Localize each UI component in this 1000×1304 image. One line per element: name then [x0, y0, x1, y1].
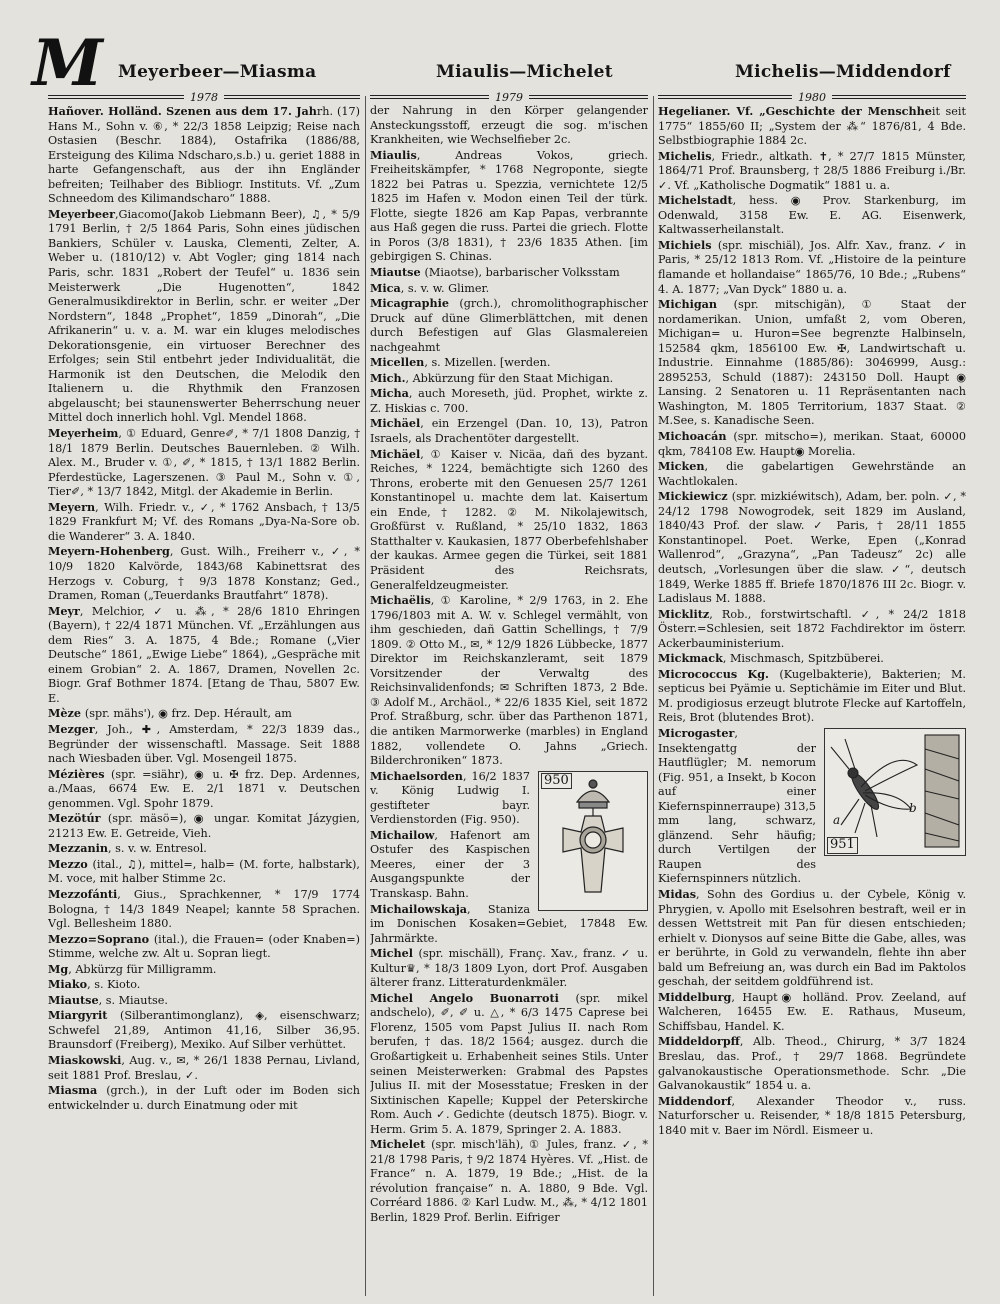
entry-headword: Micha — [370, 386, 409, 401]
entry-headword: Mezzofánti — [48, 886, 118, 901]
dictionary-entry: Micellen, s. Mizellen. [werden. — [370, 355, 551, 370]
entry-headword: Michel — [370, 946, 419, 961]
dictionary-entry: Miaulis, Andreas Vokos, griech. Freiheitskämpfer, * 1768 Negroponte, siegte 1822 bei Patras u. Spezzia, vernichtete 12/5 1825 im Hafen v. Modon einen Teil der türk. Flotte, siegte 1826 am Kap Papas, verbrannte aus Haß gegen die russ. Partei die griech. Flotte in Poros (3/8 1831), † 23/6 1835 Athen. [im gebirgigen S. Chinas. — [370, 147, 648, 264]
dictionary-entry: Michäel, ein Erzengel (Dan. 10, 13), Patron Israels, als Drachentöter dargestellt. — [370, 416, 648, 446]
entry-headword: Mezötúr — [48, 811, 108, 826]
rule — [658, 95, 792, 99]
dictionary-entry: Miautse, s. Miautse. — [48, 992, 168, 1007]
entry-headword: Miautse — [370, 265, 425, 280]
dictionary-entry: Meyerbeer,Giacomo(Jakob Liebmann Beer), ♫, * 5/9 1791 Berlin, † 2/5 1864 Paris, Sohn eines jüdischen Bankiers, Schüler v. Lauska, Clementi, Zelter, A. Weber u. (1810/12) v. Abt Vogler; ging 1814 nach Paris, schr. 1831 „Robert der Teufel“ u. 1836 sein Meisterwerk „Die Hugenotten“, 1842 Generalmusikdirektor in Berlin, schr. er weiter „Der Nordstern“, 1848 „Prophet“, 1859 „Dinorah“, „Die Afrikanerin“ u. v. a. M. war ein kluges melodisches Dekorationsgenie, ein virtuoser Berechner des Erfolges; sein Stil entbehrt jeder Individualität, die Harmonik ist den Deutschen, die Melodik den Italienern u. die Rhythmik den Franzosen abgelauscht; bei staunenswerter Beherrschung neuer Mittel doch innerlich hohl. Vgl. Mendel 1868. — [48, 206, 360, 425]
dictionary-entry: Michaelsorden, 16/2 1837 v. König Ludwig I. gestifteter bayr. Verdienstorden (Fig. 950). — [370, 768, 530, 827]
dictionary-entry: Mg, Abkürzg für Milligramm. — [48, 961, 217, 976]
entry-headword: Micellen — [370, 355, 425, 370]
dictionary-entry: Michäel, ① Kaiser v. Nicäa, dañ des byzant. Reiches, * 1224, bemächtigte sich 1260 des Throns, eroberte mit den Genuesen 25/7 1261 Konstantinopel u. machte dem lat. Kaisertum ein Ende, † 1282. ② M. Nikolajewitsch, Großfürst v. Rußland, * 25/10 1832, 1863 Statthalter v. Kaukasien, 1877 Oberbefehlshaber der kaukas. Armee gegen die Türkei, seit 1881 Präsident des Reichsrats, Generalfeldzeugmeister. — [370, 446, 648, 592]
figure-number: 951 — [827, 837, 858, 854]
dictionary-entry: Mica, s. v. w. Glimer. — [370, 280, 490, 295]
dictionary-entry: Mézières (spr. =siähr), ◉ u. ✠ frz. Dep. Ardennes, a./Maas, 6674 Ew. E. 2/1 1871 v. Deutschen genommen. Vgl. Spohr 1879. — [48, 766, 360, 810]
page-number: 1980 — [798, 90, 826, 104]
entry-headword: Michäel — [370, 446, 421, 461]
entry-headword: Hañover. Holländ. Szenen aus dem 17. Jah — [48, 104, 317, 118]
running-head-center: Miaulis—Michelet — [436, 62, 613, 82]
rule — [529, 95, 648, 99]
column-left — [48, 104, 360, 1294]
dictionary-entry: Middendorf, Alexander Theodor v., russ. Naturforscher u. Reisender, * 18/8 1815 Petersburg, 1840 mit v. Baer im Nördl. Eismeer u. — [658, 1093, 966, 1137]
dictionary-entry: Michel (spr. mischäll), Franç. Xav., franz. ✓ u. Kultur♛, * 18/3 1809 Lyon, dort Prof. Ausgaben älterer franz. Litteraturdenkmäler. — [370, 946, 648, 990]
running-head-left: Meyerbeer—Miasma — [118, 62, 317, 82]
dictionary-entry: Michelet (spr. misch'läh), ① Jules, franz. ✓, * 21/8 1798 Paris, † 9/2 1874 Hyères. Vf. „Hist. de France“ n. A. 1879, 19 Bde.; „Hist. de la révolution française“ n. A. 1880, 9 Bde. Vgl. Corréard 1886. ② Karl Ludw. M., ⁂, * 4/12 1801 Berlin, 1829 Prof. Berlin. Eifriger — [370, 1137, 648, 1225]
dictionary-entry: Michelstadt, hess. ◉ Prov. Starkenburg, im Odenwald, 3158 Ew. E. AG. Eisenwerk, Kaltwasserheilanstalt. — [658, 193, 966, 237]
running-head-right: Michelis—Middendorf — [735, 62, 951, 82]
entry-headword: Middeldorpff — [658, 1034, 740, 1049]
entry-headword: Microgaster — [658, 725, 735, 740]
entry-headword: Mica — [370, 280, 401, 295]
dictionary-entry: Meyr, Melchior, ✓ u. ⁂, * 28/6 1810 Ehringen (Bayern), † 22/4 1871 München. Vf. „Erzählungen aus dem Ries“ 3. A. 1875, 4 Bde.; Romane („Vier Deutsche“ 1861, „Ewige Liebe“ 1864), „Gespräche mit einem Grobian“ 2. A. 1867, Dramen, Novellen 2c. Biogr. Graf Bothmer 1874. [Etang de Thau, 5807 Ew. E. — [48, 603, 360, 705]
dictionary-entry: Micrococcus Kg. (Kugelbakterie), Bakterien; M. septicus bei Pyämie u. Septichämie im Eiter und Blut. M. prodigiosus erzeugt blutrote Flecke auf Kartoffeln, Reis, Brot (blutendes Brot). — [658, 666, 966, 725]
dictionary-entry: Michel Angelo Buonarroti (spr. mikel andschelo), ✐, ✐ u. △, * 6/3 1475 Caprese bei Florenz, 1505 vom Papst Julius II. nach Rom berufen, † das. 18/2 1564; ausgez. durch die Großartigkeit u. Erhabenheit seines Stils. Unter seinen Meisterwerken: Grabmal des Papstes Julius II. mit der Mosesstatue; Fresken in der Sixtinischen Kapelle; Kuppel der Peterskirche Rom. Auch ✓. Gedichte (deutsch 1875). Biogr. v. Herm. Grim 5. A. 1879, Springer 2. A. 1883. — [370, 990, 648, 1136]
rule — [224, 95, 360, 99]
entry-headword: Michaëlis — [370, 593, 431, 608]
entry-headword: Mezzanin — [48, 841, 108, 856]
entry-headword: Mezzo=Soprano — [48, 931, 154, 946]
entry-headword: Michailow — [370, 827, 435, 842]
dictionary-entry: Mickmack, Mischmasch, Spitzbüberei. — [658, 651, 884, 666]
dictionary-entry: Mèze (spr. mähs'), ◉ frz. Dep. Hérault, am — [48, 706, 292, 721]
page-number: 1979 — [495, 90, 523, 104]
dictionary-entry: Micken, die gabelartigen Gewehrstände an Wachtlokalen. — [658, 459, 966, 488]
dictionary-entry: Michigan (spr. mitschigän), ① Staat der nordamerikan. Union, umfaßt 2, vom Oberen, Michigan= u. Huron=See begrenzte Halbinseln, 152584 qkm, 1856100 Ew. ✠, Landwirtschaft u. Industrie. Einnahme (1885/86): 3046999, Ausg.: 2895253, Schuld (1887): 243150 Doll. Haupt◉ Lansing. 2 Senatoren u. 11 Repräsentanten nach Washington, M. 1805 Territorium, 1837 Staat. ② M.See, s. Kanadische Seen. — [658, 297, 966, 428]
entry-headword: Miargyrit — [48, 1008, 120, 1023]
entry-headword: Michelis — [658, 148, 712, 163]
entry-headword: Micklitz — [658, 606, 710, 621]
entry-headword: Mézières — [48, 766, 112, 781]
dictionary-entry: Micha, auch Moreseth, jüd. Prophet, wirkte z. Z. Hiskias c. 700. — [370, 386, 648, 415]
entry-headword: Miaskowski — [48, 1053, 122, 1067]
entry-headword: Micrococcus Kg. — [658, 666, 780, 681]
dictionary-entry: Meyern, Wilh. Friedr. v., ✓, * 1762 Ansbach, † 13/5 1829 Frankfurt M; Vf. des Romans „Dya-Na-Sore ob. die Wanderer“ 3. A. 1840. — [48, 499, 360, 543]
entry-headword: Michaelsorden — [370, 768, 463, 783]
dictionary-entry: Micklitz, Rob., forstwirtschaftl. ✓, * 24/2 1818 Österr.=Schlesien, seit 1872 Fachdirektor im österr. Ackerbauministerium. — [658, 606, 966, 650]
figure-label-a: a — [833, 812, 841, 827]
entry-headword: Middelburg — [658, 989, 732, 1004]
wasp-cocoon-illustration — [825, 729, 965, 855]
entry-headword: Mich. — [370, 370, 406, 385]
dictionary-entry: Mich., Abkürzung für den Staat Michigan. — [370, 370, 614, 385]
figure-michaelsorden — [538, 771, 648, 911]
column-divider — [365, 96, 366, 1296]
entry-headword: Meyern-Hohenberg — [48, 544, 170, 559]
dictionary-entry: Middeldorpff, Alb. Theod., Chirurg, * 3/7 1824 Breslau, das. Prof., † 29/7 1868. Begründete galvanokaustische Operationsmethode. Schr. „Die Galvanokaustik“ 1854 u. a. — [658, 1034, 966, 1093]
entry-headword: Mg — [48, 961, 69, 976]
dictionary-entry: Michailow, Hafenort am Ostufer des Kaspischen Meeres, einer der 3 Ausgangspunkte der Transkasp. Bahn. — [370, 827, 530, 900]
column-right — [658, 104, 966, 1294]
dictionary-entry: Middelburg, Haupt◉ holländ. Prov. Zeeland, auf Walcheren, 16455 Ew. E. Rathaus, Museum, Schiffsbau, Handel. K. — [658, 989, 966, 1033]
rule — [832, 95, 966, 99]
entry-headword: Meyr — [48, 603, 80, 618]
figure-number: 950 — [541, 773, 572, 790]
page-number-rule-center — [370, 90, 648, 104]
dictionary-entry: Mezzanin, s. v. w. Entresol. — [48, 841, 207, 856]
entry-headword: Michäel — [370, 416, 421, 431]
column-divider — [653, 96, 654, 1296]
dictionary-entry: Hañover. Holländ. Szenen aus dem 17. Jahrh. (17) Hans M., Sohn v. ⑥, * 22/3 1858 Leipzig; Reise nach Ostasien (Beschr. 1884), Ostafrika (1886/88, Ersteigung des Kilima Ndscharo,s.b.) u. geriet 1888 in harte Gefangenschaft, aus der ihn Engländer befreiten; Teilhaber des Bibliogr. Instituts. Vf. „Zum Schneedom des Kilimandscharo“ 1888. — [48, 104, 360, 206]
dictionary-entry: Mickiewicz (spr. mizkiéwitsch), Adam, ber. poln. ✓, * 24/12 1798 Nowogrodek, seit 1829 im Ausland, 1840/43 Prof. der slaw. ✓ Paris, † 28/11 1855 Konstantinopel. Poet. Werke, Epen („Konrad Wallenrod“, „Grazyna“, „Pan Tadeusz“ 2c) alle deutsch, „Vorlesungen über die slaw. ✓“, deutsch 1849, Werke 1885 ff. Briefe 1870/1876 III 2c. Biogr. v. Ladislaus M. 1888. — [658, 489, 966, 606]
rule — [48, 95, 184, 99]
figure-microgaster — [824, 728, 966, 856]
dictionary-entry: Meyerheim, ① Eduard, Genre✐, * 7/1 1808 Danzig, † 18/1 1879 Berlin. Deutsches Bauernleben. ② Wilh. Alex. M., Bruder v. ①, ✐, * 1815, † 13/1 1882 Berlin. Pferdestücke, Lagerszenen. ③ Paul M., Sohn v. ①, Tier✐, * 13/7 1842, Mitgl. der Akademie in Berlin. — [48, 426, 360, 499]
dictionary-entry: Michaëlis, ① Karoline, * 2/9 1763, in 2. Ehe 1796/1803 mit A. W. v. Schlegel vermählt, von ihm geschieden, dañ Gattin Schellings, † 7/9 1809. ② Otto M., ✉, * 12/9 1826 Lübbecke, 1877 Direktor im Reichskanzleramt, seit 1879 Vorsitzender der Verwaltg des Reichsinvalidenfonds; ✉ Schriften 1873, 2 Bde. ③ Adolf M., Archäol., * 22/6 1835 Kiel, seit 1872 Prof. Straßburg, schr. über das Parthenon 1871, die antiken Marmorwerke (marbles) in England 1882, vollendete O. Jahns „Griech. Bilderchroniken“ 1873. — [370, 593, 648, 768]
dictionary-entry: der Nahrung in den Körper gelangender Ansteckungsstoff, erzeugt die sog. m'ischen Krankheiten, wie Wechselfieber 2c. — [370, 104, 648, 147]
page-number-rule-left — [48, 90, 360, 104]
entry-headword: Michel Angelo Buonarroti — [370, 990, 576, 1005]
entry-headword: Meyerbeer — [48, 206, 115, 221]
entry-headword: Midas — [658, 886, 697, 901]
dictionary-entry: Miaskowski, Aug. v., ✉, * 26/1 1838 Pernau, Livland, seit 1881 Prof. Breslau, ✓. — [48, 1053, 360, 1082]
entry-headword: Michailowskaja — [370, 901, 468, 916]
entry-headword: Hegelianer. Vf. „Geschichte der Menschhe — [658, 104, 932, 118]
dictionary-entry: Miasma (grch.), in der Luft oder im Boden sich entwickelnder u. durch Einatmung oder mit — [48, 1083, 360, 1112]
dictionary-entry: Mezötúr (spr. mäsö=), ◉ ungar. Komitat Jázygien, 21213 Ew. E. Getreide, Vieh. — [48, 811, 360, 840]
dictionary-entry: Michelis, Friedr., altkath. ✝, * 27/7 1815 Münster, 1864/71 Prof. Braunsberg, † 28/5 1886 Freiburg i./Br. ✓. Vf. „Katholische Dogmatik“ 1881 u. a. — [658, 148, 966, 192]
dictionary-entry: Microgaster, Insektengattg der Hautflügler; M. nemorum (Fig. 951, a Insekt, b Kocon auf einer Kiefernspinnerraupe) 313,5 mm lang, schwarz, glänzend. Sehr häufig; durch Vertilgen der Raupen des Kiefernspinners nützlich. — [658, 725, 816, 886]
entry-headword: Michigan — [658, 297, 734, 312]
entry-headword: Miasma — [48, 1083, 107, 1098]
rule — [370, 95, 489, 99]
entry-headword: Mickiewicz — [658, 489, 732, 504]
figure-label-b: b — [909, 800, 917, 815]
page-number: 1978 — [190, 90, 218, 104]
dictionary-entry: Michoacán (spr. mitscho=), merikan. Staat, 60000 qkm, 784108 Ew. Haupt◉ Morelia. — [658, 429, 966, 458]
entry-headword: Michiels — [658, 237, 718, 252]
entry-headword: Middendorf — [658, 1093, 732, 1108]
entry-headword: Micken — [658, 459, 705, 474]
entry-headword: Mezzo — [48, 856, 93, 871]
order-cross-illustration — [539, 772, 647, 910]
dictionary-entry: Micagraphie (grch.), chromolithographischer Druck auf düne Glimerblättchen, mit denen durch Befestigen auf Glas Glasmalereien nachgeahmt — [370, 296, 648, 354]
section-letter: M — [32, 26, 103, 101]
dictionary-entry: Midas, Sohn des Gordius u. der Cybele, König v. Phrygien, v. Apollo mit Eselsohren bestraft, weil er in dessen Wettstreit mit Pan für diesen entschieden; erhielt v. Dionysos auf seine Bitte die Gabe, alles, was er berührte, in Gold zu verwandeln, flehte ihn aber bald um Befreiung an, was durch ein Bad im Paktolos geschah, der seitdem goldführend ist. — [658, 886, 966, 989]
page-number-rule-right — [658, 90, 966, 104]
dictionary-entry: Miargyrit (Silberantimonglanz), ◈, eisenschwarz; Schwefel 21,89, Antimon 41,16, Silber 36,95. Braunsdorf (Freiberg), Mexiko. Auf Silber verhüttet. — [48, 1008, 360, 1052]
dictionary-entry: Mezzo (ital., ♫), mittel=, halb= (M. forte, halbstark), M. voce, mit halber Stimme 2c. — [48, 856, 360, 886]
entry-headword: Michoacán — [658, 429, 734, 444]
dictionary-entry: Hegelianer. Vf. „Geschichte der Menschheit seit 1775“ 1855/60 II; „System der ⁂“ 1876/81, 4 Bde. Selbstbiographie 1884 2c. — [658, 104, 966, 148]
entry-headword: Meyern — [48, 499, 96, 514]
dictionary-entry: Mezger, Joh., ✚, Amsterdam, * 22/3 1839 das., Begründer der wissenschaftl. Massage. Seit 1888 nach Wiesbaden über. Vgl. Mosengeil 1875. — [48, 721, 360, 766]
entry-headword: Michelstadt — [658, 193, 733, 208]
dictionary-entry: Michailowskaja, Staniza im Donischen Kosaken=Gebiet, 17848 Ew. Jahrmärkte. — [370, 901, 648, 945]
entry-headword: Mèze — [48, 706, 85, 721]
entry-headword: Meyerheim — [48, 426, 119, 441]
entry-headword: Miautse — [48, 992, 99, 1007]
entry-headword: Micagraphie — [370, 296, 460, 311]
dictionary-entry: Meyern-Hohenberg, Gust. Wilh., Freiherr v., ✓, * 10/9 1820 Kalvörde, 1843/68 Kabinettsrat des Herzogs v. Coburg, † 9/3 1878 Konstanz; Ged., Dramen, Roman („Teuerdanks Brautfahrt“ 1878). — [48, 544, 360, 603]
column-center — [370, 104, 648, 1294]
dictionary-entry: Michiels (spr. mischiäl), Jos. Alfr. Xav., franz. ✓ in Paris, * 25/12 1813 Rom. Vf. „Histoire de la peinture flamande et hollandaise“ 1865/76, 10 Bde.; „Rubens“ 4. A. 1877; „Van Dyck“ 1880 u. a. — [658, 237, 966, 296]
dictionary-entry: Miako, s. Kioto. — [48, 977, 141, 992]
entry-headword: Miaulis — [370, 147, 417, 162]
dictionary-entry: Mezzofánti, Gius., Sprachkenner, * 17/9 1774 Bologna, † 14/3 1849 Neapel; kannte 58 Sprachen. Vgl. Bellesheim 1880. — [48, 886, 360, 931]
entry-headword: Mickmack — [658, 651, 723, 666]
entry-headword: Mezger — [48, 721, 95, 736]
entry-headword: Miako — [48, 977, 88, 992]
entry-headword: Michelet — [370, 1137, 432, 1152]
dictionary-entry: Mezzo=Soprano (ital.), die Frauen= (oder Knaben=) Stimme, welche zw. Alt u. Sopran liegt. — [48, 931, 360, 961]
dictionary-entry: Miautse (Miaotse), barbarischer Volksstam — [370, 265, 620, 280]
